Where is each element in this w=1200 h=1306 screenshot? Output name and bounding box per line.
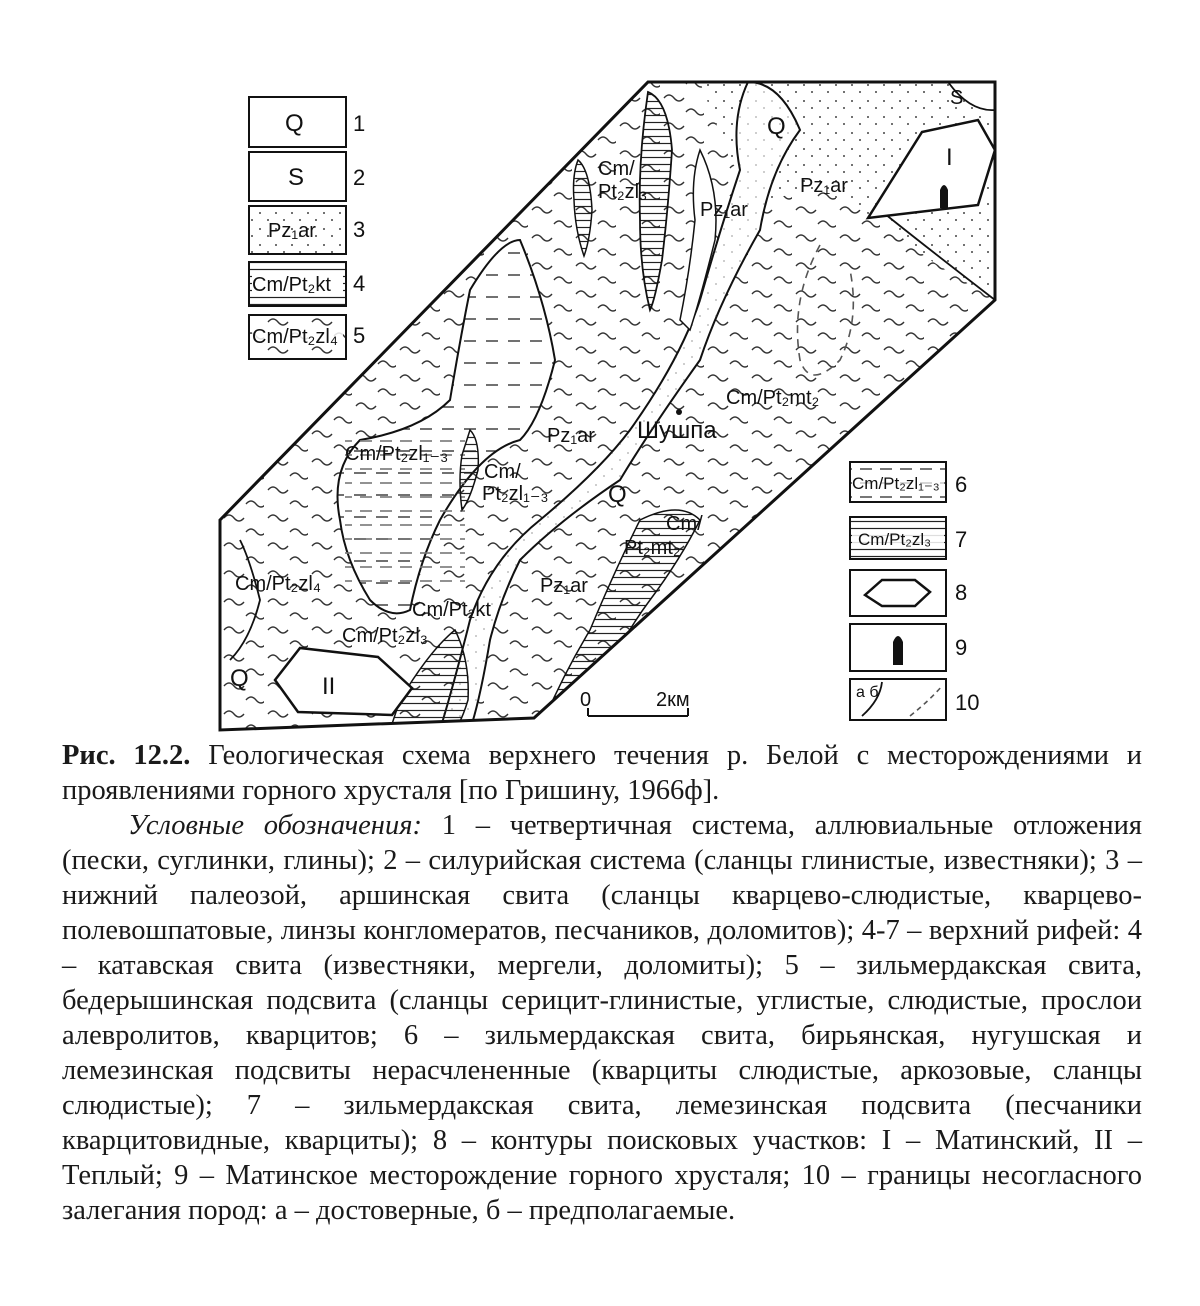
figure-number: Рис. 12.2. xyxy=(62,740,191,771)
legend-heading: Условные обозначения: xyxy=(128,810,422,841)
legend-9-number: 9 xyxy=(955,635,968,660)
legend-5-number: 5 xyxy=(353,323,366,348)
scale-end: 2км xyxy=(656,689,690,711)
deposit-marker xyxy=(940,185,948,208)
legend-5-symbol: Cm/Pt₂zl₄ xyxy=(252,326,338,348)
map-label-cm-zl-sw: Cm/Pt₂zl₄ xyxy=(235,573,321,595)
legend-9-deposit-icon xyxy=(893,636,903,665)
map-label-cm-zl-w: Cm/Pt₂zl₁₋₃ xyxy=(345,443,449,465)
map-label-area-1: I xyxy=(946,144,953,171)
scale-zero: 0 xyxy=(580,689,592,711)
legend-7-symbol: Cm/Pt₂zl₃ xyxy=(858,530,932,549)
caption-title xyxy=(62,738,1142,808)
map-label-s: S xyxy=(950,87,964,109)
figure-caption xyxy=(62,738,1142,1228)
legend-text: 1 – четвертичная система, аллювиальные отложения (пески, суглинки, глины); 2 – силурийская система (сланцы глинистые, известняки); 3 – нижний палеозой, аршинская свита (сланцы кварцево-слюдистые, кварцево-полевошпатовые, линзы конгломератов, песчаников, доломитов); 4-7 – верхний рифей: 4 – катавская свита (известняки, мергели, доломиты); 5 – зильмердакская свита, бедерышинская подсвита (сланцы серицит-глинистые, углистые, слюдистые, прослои алевролитов, кварцитов; 6 – зильмердакская свита, бирьянская, нугушская и лемезинская подсвиты нерасчлененные (кварциты слюдистые, аркозовые, сланцы слюдистые); 7 – зильмердакская свита, лемезинская подсвита (песчаники кварцитовидные, кварциты); 8 – контуры поисковых участков: I – Матинский, II – Теплый; 9 – Матинское месторождение горного хрусталя; 10 – границы несогласного залегания пород: а – достоверные, б – предполагаемые. xyxy=(62,810,1142,1226)
map-label-cm-n-2: Pt₂zl₃ xyxy=(598,181,648,203)
map-label-pz-ar-c: Pz₁ar xyxy=(547,425,595,447)
legend-4-symbol: Cm/Pt₂kt xyxy=(252,274,331,296)
legend-2-number: 2 xyxy=(353,165,366,190)
map-label-cm-mt-se-1: Cm/ xyxy=(666,513,703,535)
map-label-q-center: Q xyxy=(608,481,627,508)
map-label-cm-mt-se-2: Pt₂mt₂ xyxy=(624,537,681,559)
map-label-pz-ar-s: Pz₁ar xyxy=(540,575,588,597)
legend-3-number: 3 xyxy=(353,217,366,242)
map-label-cm-c-2: Pt₂zl₁₋₃ xyxy=(482,483,549,505)
legend-3-symbol: Pz₁ar xyxy=(268,220,316,242)
town-marker xyxy=(676,409,682,415)
map-label-cm-c-1: Cm/ xyxy=(484,461,521,483)
map-label-pz-ar-n: Pz₁ar xyxy=(700,199,748,221)
legend-left xyxy=(249,97,365,359)
map-label-town: Шушпа xyxy=(637,417,717,444)
legend-10-number: 10 xyxy=(955,690,980,715)
map-label-q-south: Q xyxy=(230,665,249,692)
legend-6-symbol: Cm/Pt₂zl₁₋₃ xyxy=(852,474,940,493)
legend-6-number: 6 xyxy=(955,472,968,497)
map-label-q-north: Q xyxy=(767,113,786,140)
legend-1-symbol: Q xyxy=(285,110,304,137)
legend-7-number: 7 xyxy=(955,527,968,552)
legend-4-number: 4 xyxy=(353,271,366,296)
caption-legend xyxy=(62,808,1142,1228)
map-label-cm-zl-s: Cm/Pt₂zl₃ xyxy=(342,625,428,647)
map-label-cm-kt-s: Cm/Pt₂kt xyxy=(412,599,491,621)
map-label-cm-mt-e: Cm/Pt₂mt₂ xyxy=(726,387,820,409)
map-label-cm-n-1: Cm/ xyxy=(598,158,635,180)
figure-title: Геологическая схема верхнего течения р. Белой с месторождениями и проявлениями горного хрусталя [по Гришину, 1966ф]. xyxy=(62,740,1143,806)
legend-right xyxy=(850,462,979,720)
scale-bar xyxy=(580,689,690,716)
map-label-pz-ar-ne: Pz₁ar xyxy=(800,175,848,197)
legend-10-symbol: а б xyxy=(856,684,879,701)
map-label-area-2: II xyxy=(322,673,336,700)
legend-2-symbol: S xyxy=(288,164,305,191)
legend-1-number: 1 xyxy=(353,111,366,136)
legend-8-number: 8 xyxy=(955,580,968,605)
